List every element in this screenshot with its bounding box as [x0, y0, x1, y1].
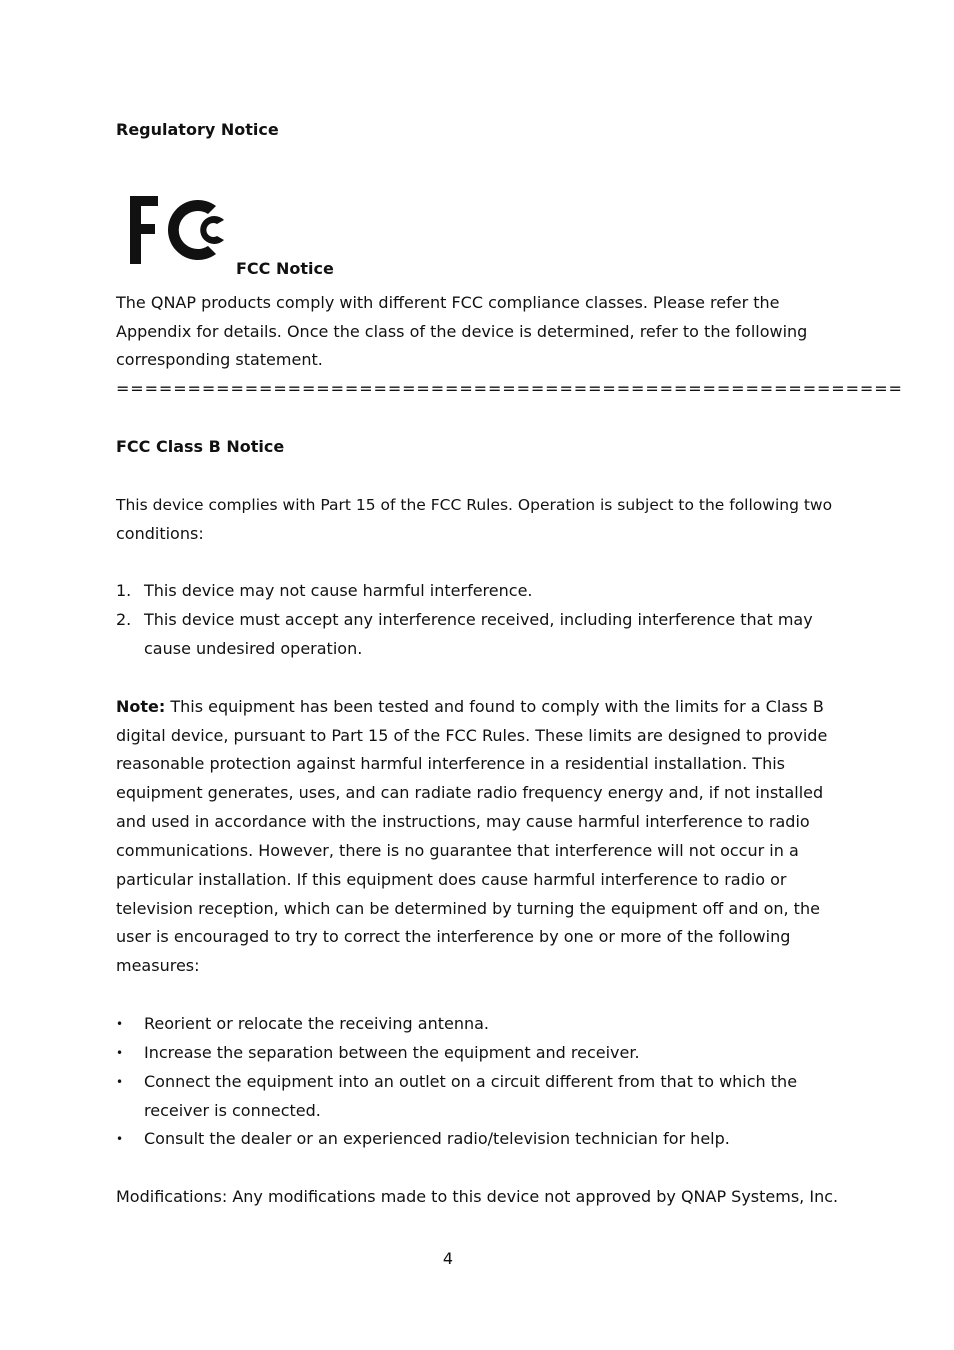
fcc-notice-line: corresponding statement.	[116, 350, 323, 369]
separator-line: =======================================================	[116, 379, 903, 398]
class-b-title: FCC Class B Notice	[116, 437, 285, 456]
note-line: reasonable protection against harmful interference in a residential installation. This	[116, 754, 785, 773]
bullet-marker: •	[116, 1132, 124, 1146]
bullet-marker: •	[116, 1075, 124, 1089]
note-line: and used in accordance with the instructions, may cause harmful interference to radio	[116, 812, 810, 831]
page-heading: Regulatory Notice	[116, 120, 279, 139]
page-number: 4	[442, 1249, 454, 1268]
measure-item: Connect the equipment into an outlet on a circuit different from that to which the	[144, 1072, 798, 1091]
note-line: communications. However, there is no guarantee that interference will not occur in a	[116, 841, 799, 860]
list-item: This device must accept any interference received, including interference that may	[144, 610, 813, 629]
note-line: television reception, which can be determined by turning the equipment off and on, the	[116, 899, 820, 918]
fcc-logo-icon	[128, 194, 228, 266]
bullet-marker: •	[116, 1017, 124, 1031]
measure-item-continuation: receiver is connected.	[144, 1101, 321, 1120]
intro-line: conditions:	[116, 524, 204, 543]
note-line: particular installation. If this equipment does cause harmful interference to radio or	[116, 870, 787, 889]
fcc-notice-title: FCC Notice	[236, 259, 334, 278]
list-marker: 2.	[116, 610, 132, 629]
measure-item: Reorient or relocate the receiving antenna.	[144, 1014, 489, 1033]
note-label: Note:	[116, 697, 166, 716]
note-text: This equipment has been tested and found to comply with the limits for a Class B	[165, 697, 824, 716]
measure-item: Increase the separation between the equipment and receiver.	[144, 1043, 640, 1062]
note-first-line	[116, 693, 824, 722]
modifications-text: Modifications: Any modifications made to this device not approved by QNAP Systems, Inc.	[116, 1187, 839, 1206]
note-line: user is encouraged to try to correct the interference by one or more of the following	[116, 927, 791, 946]
note-line: measures:	[116, 956, 200, 975]
bullet-marker: •	[116, 1046, 124, 1060]
measure-item: Consult the dealer or an experienced radio/television technician for help.	[144, 1129, 730, 1148]
intro-line: This device complies with Part 15 of the FCC Rules. Operation is subject to the following two	[116, 496, 833, 514]
fcc-notice-line: Appendix for details. Once the class of the device is determined, refer to the following	[116, 322, 808, 341]
fcc-notice-line: The QNAP products comply with different FCC compliance classes. Please refer the	[116, 293, 780, 312]
note-line: equipment generates, uses, and can radiate radio frequency energy and, if not installed	[116, 783, 824, 802]
list-item: This device may not cause harmful interference.	[144, 581, 533, 600]
note-line: digital device, pursuant to Part 15 of the FCC Rules. These limits are designed to provide	[116, 726, 828, 745]
list-marker: 1.	[116, 581, 132, 600]
list-item-continuation: cause undesired operation.	[144, 639, 363, 658]
